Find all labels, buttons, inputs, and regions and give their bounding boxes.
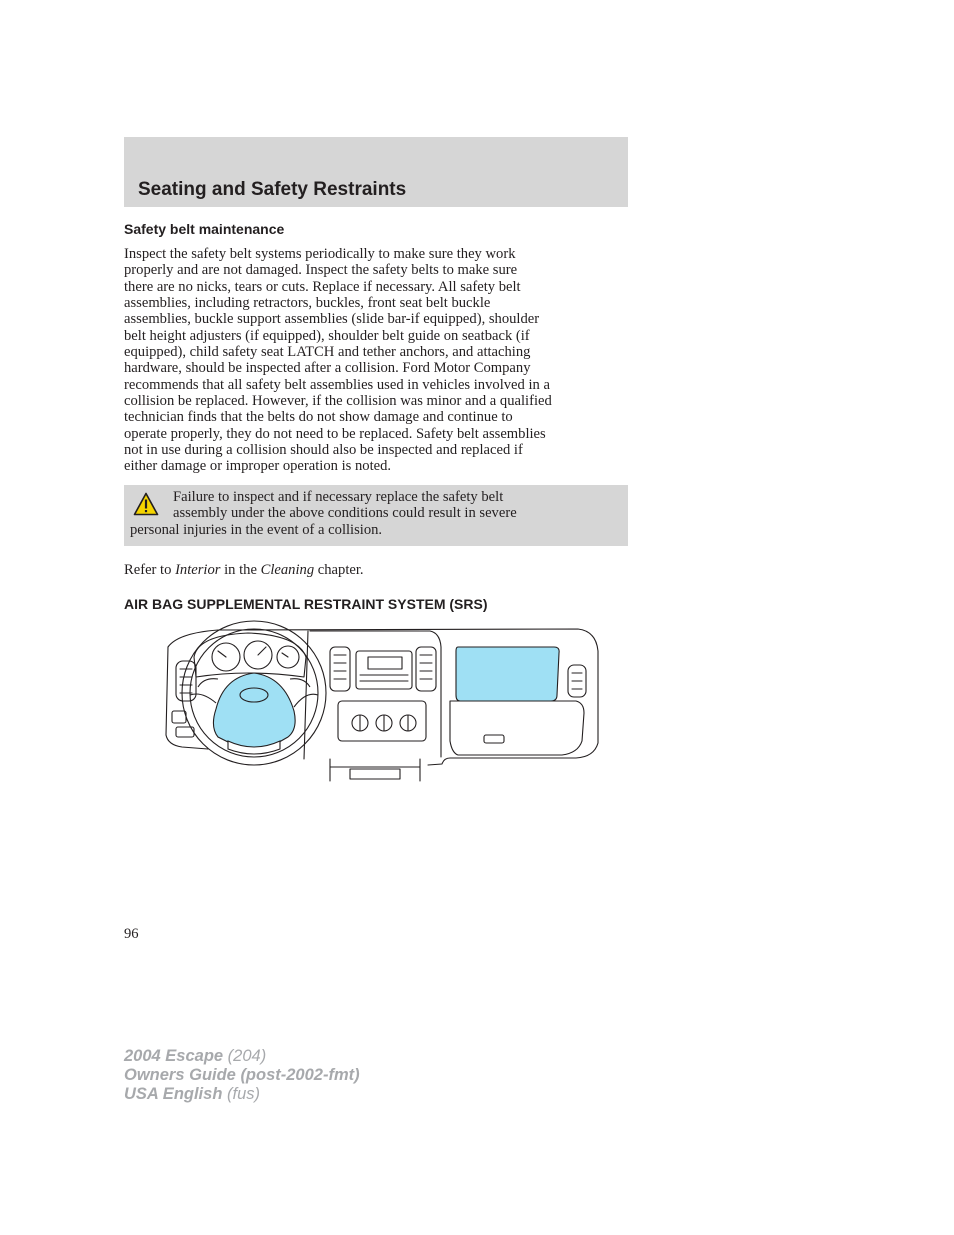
body-line: equipped), child safety seat LATCH and tether anchors, and attaching [124,344,531,361]
footer-language: USA English [124,1085,223,1103]
chapter-header-band [124,137,628,207]
body-line: hardware, should be inspected after a collision. Ford Motor Company [124,360,531,377]
body-line: there are no nicks, tears or cuts. Replace if necessary. All safety belt [124,278,521,295]
footer-language-code: (fus) [222,1085,260,1103]
section-title: AIR BAG SUPPLEMENTAL RESTRAINT SYSTEM (SRS) [124,596,488,612]
footer-guide: Owners Guide (post-2002-fmt) [124,1066,360,1084]
body-line: assemblies, including retractors, buckles, front seat belt buckle [124,295,491,312]
footer-model-code: (204) [223,1047,267,1065]
body-line: technician finds that the belts do not show damage and continue to [124,409,513,426]
refer-suffix: chapter. [314,562,364,578]
body-line: not in use during a collision should also be inspected and replaced if [124,442,523,459]
refer-middle: in the [220,562,261,578]
subsection-title: Safety belt maintenance [124,221,285,237]
refer-term-interior: Interior [175,562,221,578]
warning-line: assembly under the above conditions could result in severe [173,505,517,522]
refer-prefix: Refer to [124,562,176,578]
warning-line: personal injuries in the event of a collision. [130,521,383,538]
cross-reference [124,562,364,579]
body-line: collision be replaced. However, if the collision was minor and a qualified [124,393,552,410]
refer-term-cleaning: Cleaning [260,562,315,578]
body-line: either damage or improper operation is noted. [124,458,392,475]
body-paragraph [124,246,628,475]
chapter-title: Seating and Safety Restraints [138,179,407,200]
body-line: belt height adjusters (if equipped), shoulder belt guide on seatback (if [124,327,530,344]
body-line: properly and are not damaged. Inspect the safety belts to make sure [124,262,518,279]
body-line: operate properly, they do not need to be replaced. Safety belt assemblies [124,425,546,442]
warning-line: Failure to inspect and if necessary replace the safety belt [173,489,504,505]
page-number: 96 [124,926,139,942]
body-line: Inspect the safety belt systems periodically to make sure they work [124,246,516,262]
footer-model: 2004 Escape [124,1047,224,1065]
warning-text [130,489,624,538]
document-footer [124,1047,360,1104]
warning-box [124,485,628,546]
dashboard-airbag-illustration [158,617,600,782]
body-line: recommends that all safety belt assemblies used in vehicles involved in a [124,376,550,393]
body-line: assemblies, buckle support assemblies (slide bar-if equipped), shoulder [124,311,540,328]
